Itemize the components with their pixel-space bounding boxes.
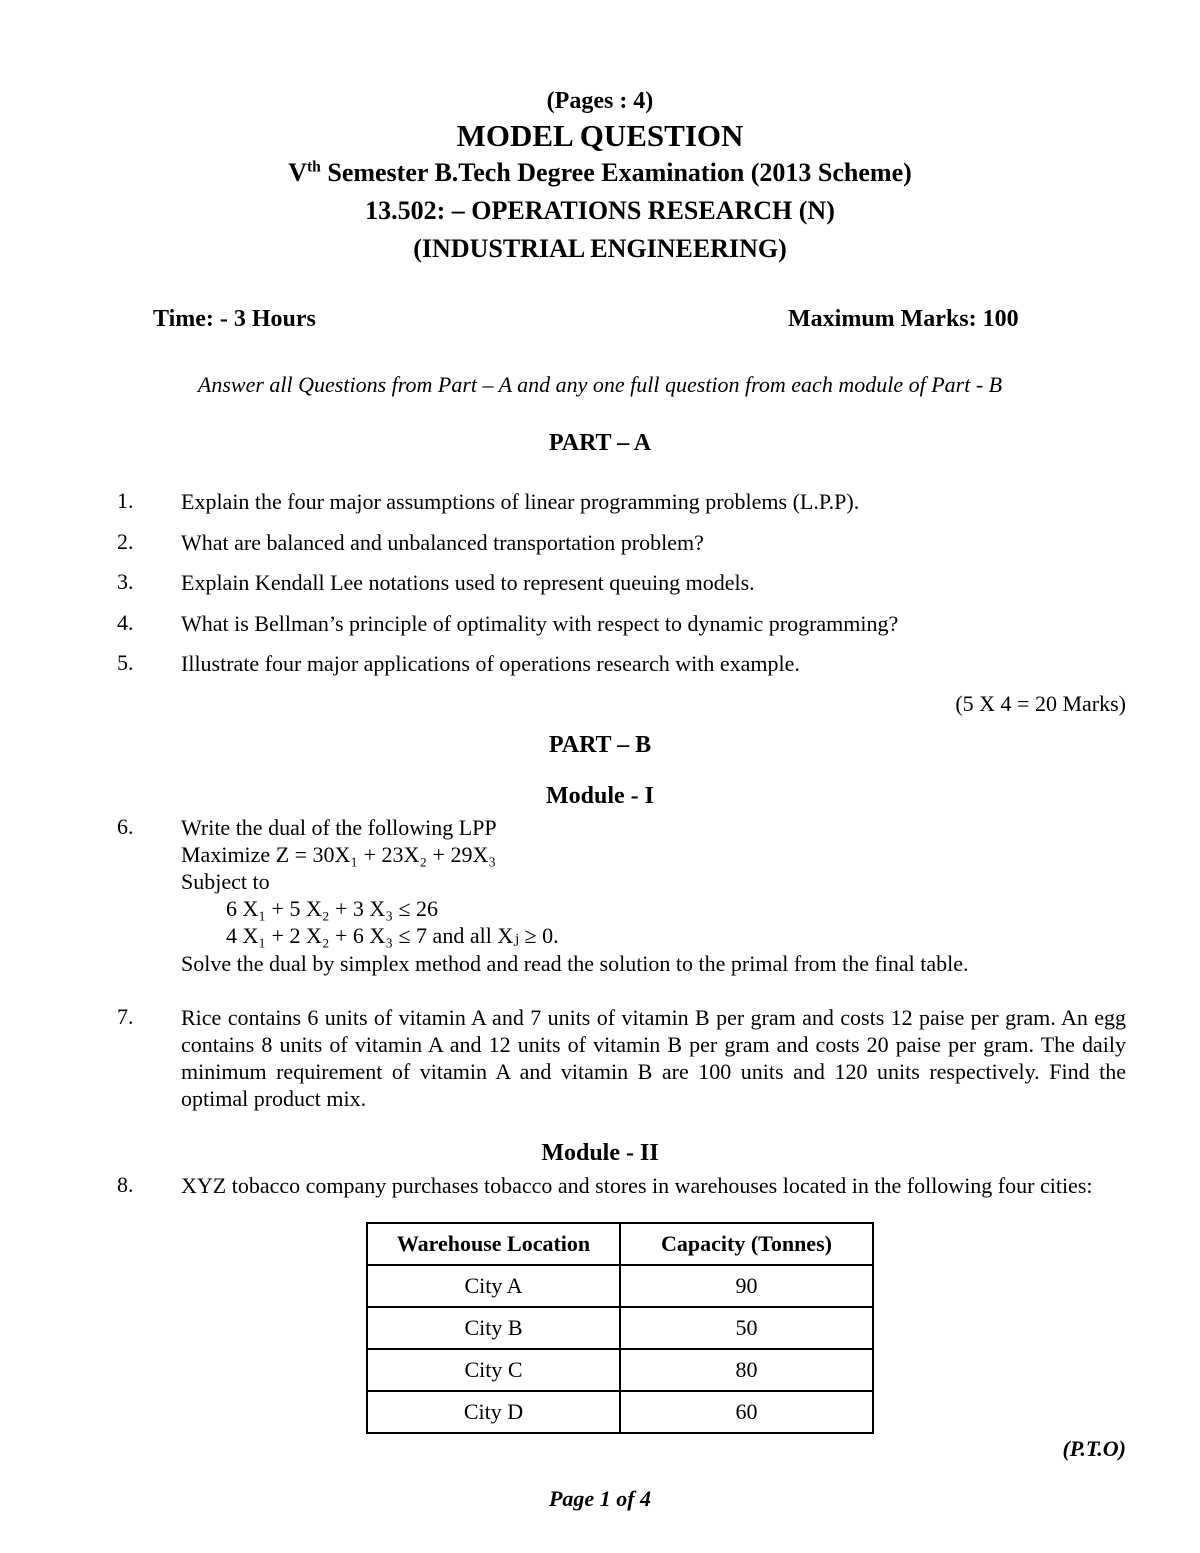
table-row [367, 1307, 873, 1349]
semester-sup: th [306, 158, 321, 176]
q7-text: Rice contains 6 units of vitamin A and 7 units of vitamin B per gram and costs 12 paise per gram. An egg contains 8 units of vitamin A and 12 units of vitamin B per gram and costs 20 paise per gram. The daily minimum requirement of vitamin A and vitamin B are 100 units and 120 units respectively. Find the optimal product mix. [181, 1005, 1126, 1111]
module-1-heading: Module - I [546, 783, 654, 809]
question-text: Illustrate four major applications of operations research with example. [181, 651, 800, 676]
question-text: What is Bellman’s principle of optimality with respect to dynamic programming? [181, 611, 899, 636]
question-text: What are balanced and unbalanced transportation problem? [181, 530, 704, 555]
part-a-heading: PART – A [548, 430, 652, 456]
semester-prefix: V [288, 158, 307, 187]
table-cell: City A [367, 1265, 620, 1307]
question-number: 1. [117, 488, 134, 513]
part-b-heading: PART – B [548, 732, 652, 758]
question-number: 8. [117, 1172, 134, 1197]
course-title: 13.502: – OPERATIONS RESEARCH (N) [365, 196, 835, 225]
pages-count: (Pages : 4) [546, 88, 654, 114]
table-cell: 80 [620, 1349, 873, 1391]
q6-objective: Maximize Z = 30X₁ + 23X₂ + 29X₃ [181, 842, 497, 867]
branch-title: (INDUSTRIAL ENGINEERING) [413, 234, 787, 263]
table-row [367, 1391, 873, 1433]
module-2-heading: Module - II [541, 1140, 659, 1166]
table-cell: 60 [620, 1391, 873, 1433]
page-number: Page 1 of 4 [548, 1486, 652, 1511]
table-cell: 50 [620, 1307, 873, 1349]
table-cell: City B [367, 1307, 620, 1349]
instruction: Answer all Questions from Part – A and any one full question from each module of Part - B [197, 372, 1003, 397]
q6-constraint-1: 6 X₁ + 5 X₂ + 3 X₃ ≤ 26 [226, 896, 439, 921]
exam-time: Time: - 3 Hours [153, 306, 316, 332]
table-row [367, 1349, 873, 1391]
question-number: 6. [117, 814, 134, 839]
part-a-marks: (5 X 4 = 20 Marks) [955, 691, 1126, 716]
question-number: 2. [117, 529, 134, 554]
question-number: 5. [117, 650, 134, 675]
q6-constraint-2: 4 X₁ + 2 X₂ + 6 X₃ ≤ 7 and all Xⱼ ≥ 0. [226, 923, 559, 948]
table-cell: 90 [620, 1265, 873, 1307]
max-marks: Maximum Marks: 100 [788, 306, 1019, 332]
table-header-cell: Capacity (Tonnes) [620, 1223, 873, 1265]
document-title: MODEL QUESTION [456, 118, 744, 153]
table-header-cell: Warehouse Location [367, 1223, 620, 1265]
question-number: 3. [117, 569, 134, 594]
question-text: Explain the four major assumptions of linear programming problems (L.P.P). [181, 489, 860, 514]
semester-rest: Semester B.Tech Degree Examination (2013 Scheme) [320, 158, 912, 187]
warehouse-table [366, 1222, 874, 1434]
table-row [367, 1265, 873, 1307]
exam-semester [0, 158, 1200, 188]
table-cell: City D [367, 1391, 620, 1433]
q6-solve: Solve the dual by simplex method and read the solution to the primal from the final table. [181, 951, 969, 976]
table-cell: City C [367, 1349, 620, 1391]
question-number: 7. [117, 1004, 134, 1029]
q8-text: XYZ tobacco company purchases tobacco and stores in warehouses located in the following four cities: [181, 1173, 1093, 1198]
pto-label: (P.T.O) [1062, 1436, 1126, 1461]
question-text: Explain Kendall Lee notations used to represent queuing models. [181, 570, 755, 595]
table-header-row [367, 1223, 873, 1265]
q6-subject-to: Subject to [181, 869, 270, 894]
q6-line1: Write the dual of the following LPP [181, 815, 497, 840]
question-number: 4. [117, 610, 134, 635]
